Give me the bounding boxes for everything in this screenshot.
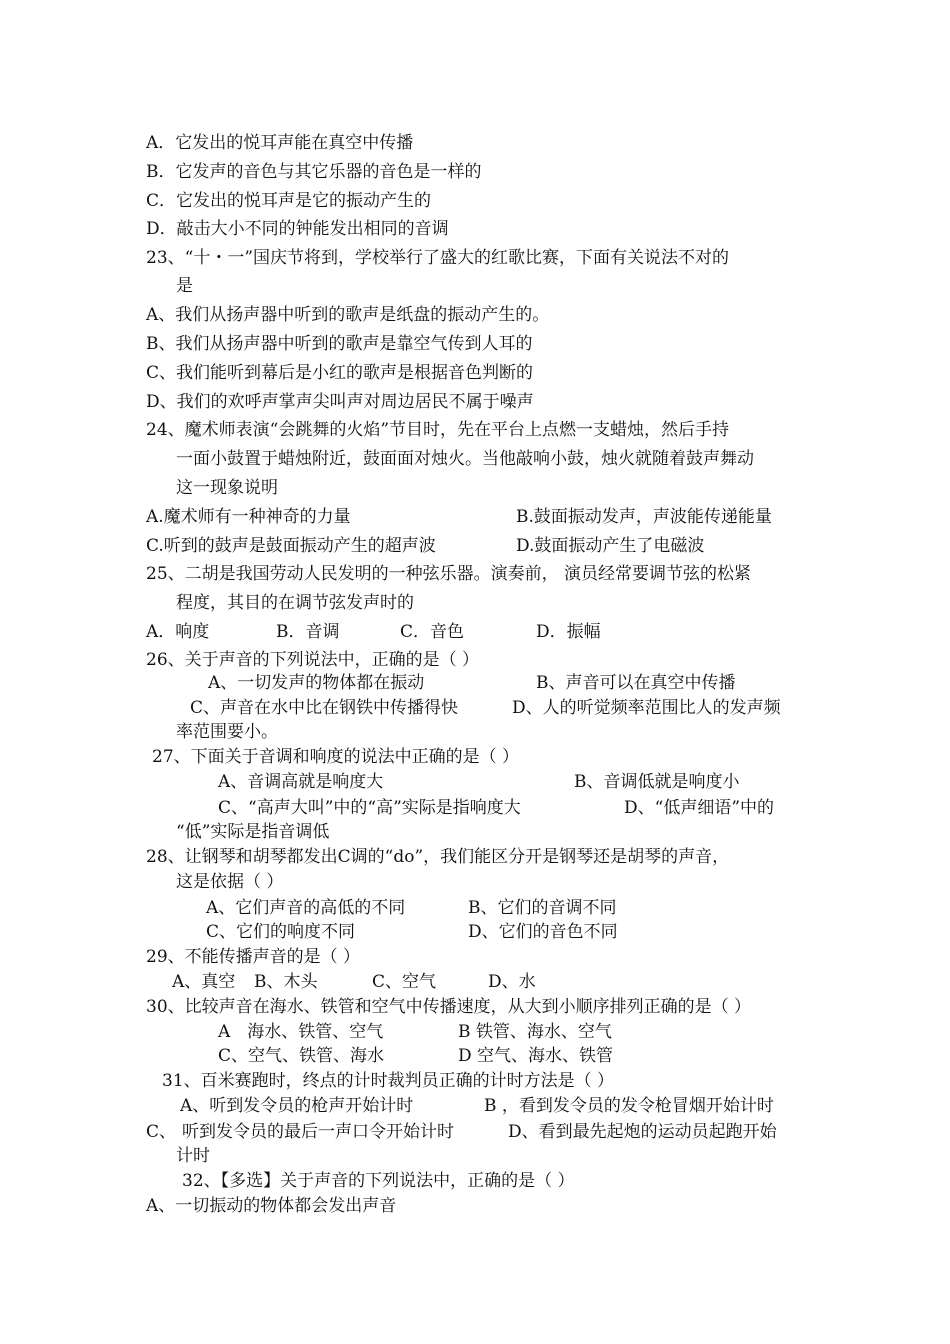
q23-option-d: D、我们的欢呼声掌声尖叫声对周边居民不属于噪声 <box>146 392 534 412</box>
q23-stem: 23、“十・一”国庆节将到，学校举行了盛大的红歌比赛，下面有关说法不对的 <box>146 248 730 268</box>
q31-option-b: B ，看到发令员的发令枪冒烟开始计时 <box>484 1096 774 1116</box>
q27-option-d: D、“低声细语”中的 <box>624 798 775 818</box>
q31-option-d: D、看到最先起炮的运动员起跑开始 <box>508 1122 777 1142</box>
q25-option-c: C．音色 <box>400 622 465 642</box>
q31-option-d-cont: 计时 <box>176 1146 210 1166</box>
q28-option-d: D、它们的音色不同 <box>468 922 618 942</box>
q32-option-a: A、一切振动的物体都会发出声音 <box>146 1196 397 1216</box>
q26-stem: 26、关于声音的下列说法中，正确的是（ ） <box>146 650 480 670</box>
q30-stem: 30、比较声音在海水、铁管和空气中传播速度，从大到小顺序排列正确的是（ ） <box>146 997 752 1017</box>
q26-option-d: D、人的听觉频率范围比人的发声频 <box>512 698 781 718</box>
q24-option-d: D.鼓面振动产生了电磁波 <box>516 536 705 556</box>
q29-option-b: B、木头 <box>254 972 318 992</box>
q30-option-a: A 海水、铁管、空气 <box>218 1022 384 1042</box>
q28-option-a: A、它们声音的高低的不同 <box>206 898 406 918</box>
q25-option-d: D．振幅 <box>536 622 601 642</box>
q31-stem: 31、百米赛跑时，终点的计时裁判员正确的计时方法是（ ） <box>162 1071 615 1091</box>
q31-option-c: 听到发令员的最后一声口令开始计时 <box>182 1122 454 1142</box>
q24-option-a: A.魔术师有一种神奇的力量 <box>146 507 351 527</box>
q27-stem: 27、下面关于音调和响度的说法中正确的是（ ） <box>152 747 520 767</box>
q29-option-c: C、空气 <box>372 972 437 992</box>
q28-stem-cont: 这是依据（ ） <box>176 872 284 892</box>
q30-option-c: C、空气、铁管、海水 <box>218 1046 385 1066</box>
q24-option-b: B.鼓面振动发声，声波能传递能量 <box>516 507 772 527</box>
q24-option-c: C.听到的鼓声是鼓面振动产生的超声波 <box>146 536 436 556</box>
q25-stem: 25、二胡是我国劳动人民发明的一种弦乐器。演奏前， 演员经常要调节弦的松紧 <box>146 564 752 584</box>
q24-stem: 24、魔术师表演“会跳舞的火焰”节目时，先在平台上点燃一支蜡烛，然后手持 <box>146 420 730 440</box>
q26-option-b: B、声音可以在真空中传播 <box>536 673 736 693</box>
q32-stem: 32、【多选】关于声音的下列说法中，正确的是（ ） <box>182 1171 575 1191</box>
q28-stem: 28、让钢琴和胡琴都发出C调的“do”，我们能区分开是钢琴还是胡琴的声音， <box>146 847 730 867</box>
q31-option-c-marker: C、 <box>146 1122 177 1142</box>
q27-option-c: C、“高声大叫”中的“高”实际是指响度大 <box>218 798 521 818</box>
q25-option-a: A．响度 <box>146 622 210 642</box>
q23-option-b: B、我们从扬声器中听到的歌声是靠空气传到人耳的 <box>146 334 533 354</box>
q24-stem-cont: 一面小鼓置于蜡烛附近，鼓面面对烛火。当他敲响小鼓，烛火就随着鼓声舞动 <box>176 449 754 469</box>
q23-stem-cont: 是 <box>176 276 193 296</box>
q30-option-b: B 铁管、海水、空气 <box>458 1022 612 1042</box>
q29-stem: 29、不能传播声音的是（ ） <box>146 947 361 967</box>
q27-option-a: A、音调高就是响度大 <box>218 772 384 792</box>
q22-option-b: B．它发声的音色与其它乐器的音色是一样的 <box>146 162 482 182</box>
q28-option-b: B、它们的音调不同 <box>468 898 617 918</box>
q27-option-b: B、音调低就是响度小 <box>574 772 740 792</box>
q29-option-a: A、真空 <box>172 972 236 992</box>
q31-option-a: A、听到发令员的枪声开始计时 <box>180 1096 414 1116</box>
q22-option-d: D．敲击大小不同的钟能发出相同的音调 <box>146 219 449 239</box>
q29-option-d: D、水 <box>488 972 536 992</box>
q23-option-c: C、我们能听到幕后是小红的歌声是根据音色判断的 <box>146 363 534 383</box>
q26-option-a: A、一切发声的物体都在振动 <box>208 673 425 693</box>
q22-option-c: C．它发出的悦耳声是它的振动产生的 <box>146 191 432 211</box>
q28-option-c: C、它们的响度不同 <box>206 922 356 942</box>
q23-option-a: A、我们从扬声器中听到的歌声是纸盘的振动产生的。 <box>146 305 550 325</box>
q25-option-b: B．音调 <box>276 622 340 642</box>
q22-option-a: A．它发出的悦耳声能在真空中传播 <box>146 133 414 153</box>
q27-option-d-cont: “低”实际是指音调低 <box>176 822 330 842</box>
q24-stem-cont2: 这一现象说明 <box>176 478 278 498</box>
q26-option-d-cont: 率范围要小。 <box>176 722 278 742</box>
q25-stem-cont: 程度，其目的在调节弦发声时的 <box>176 593 414 613</box>
q30-option-d: D 空气、海水、铁管 <box>458 1046 614 1066</box>
q26-option-c: C、声音在水中比在钢铁中传播得快 <box>190 698 459 718</box>
